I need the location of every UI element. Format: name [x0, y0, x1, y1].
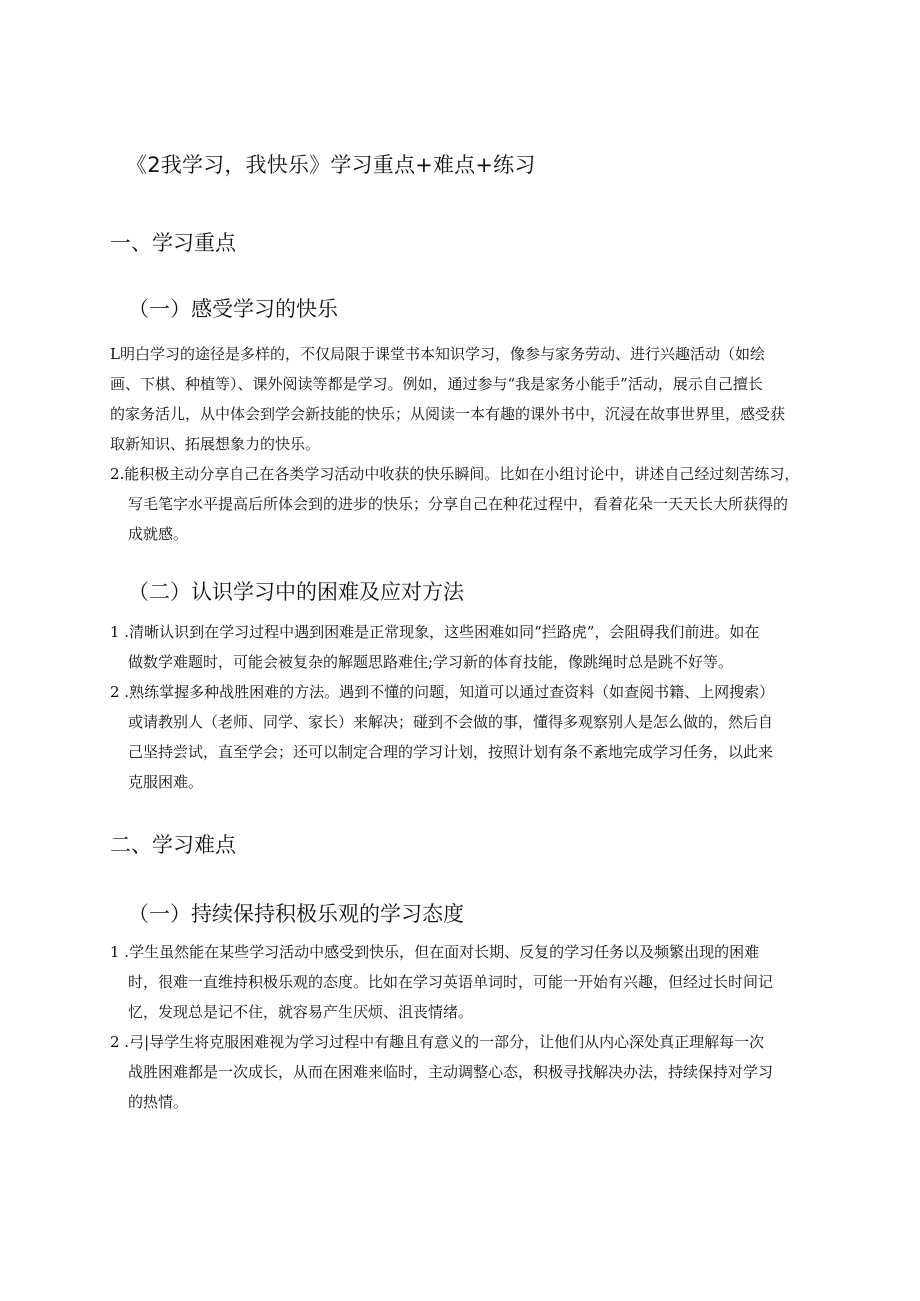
paragraph-line: 2 .熟练掌握多种战胜困难的方法。遇到不懂的问题，知道可以通过查资料（如查阅书籍、上网搜索）: [110, 683, 775, 701]
paragraph-line: 克服困难。: [128, 773, 204, 791]
paragraph-line: 时，很难一直维持积极乐观的态度。比如在学习英语单词时，可能一开始有兴趣，但经过长时间记: [128, 973, 774, 991]
paragraph-line: 取新知识、拓展想象力的快乐。: [110, 435, 321, 453]
subsection-heading-feel-joy: （一）感受学习的快乐: [128, 297, 338, 321]
paragraph-line: 战胜困难都是一次成长，从而在困难来临时，主动调整心态，积极寻找解决办法，持续保持对学习: [128, 1063, 774, 1081]
paragraph-line: L明白学习的途径是多样的，不仅局限于课堂书本知识学习，像参与家务劳动、进行兴趣活动（如绘: [110, 345, 765, 363]
section-heading-key-points: 一、学习重点: [110, 231, 236, 255]
section-heading-difficult-points: 二、学习难点: [110, 833, 236, 857]
paragraph-line: 的热情。: [128, 1093, 189, 1111]
paragraph-line: 2 .弓|导学生将克服困难视为学习过程中有趣且有意义的一部分，让他们从内心深处真正理解每一次: [110, 1033, 765, 1051]
paragraph-line: 1 .学生虽然能在某些学习活动中感受到快乐，但在面对长期、反复的学习任务以及频繁出现的困难: [110, 943, 760, 961]
paragraph-line: 画、下棋、种植等）、课外阅读等都是学习。例如，通过参与“我是家务小能手”活动，展示自己擅长: [110, 375, 763, 393]
paragraph-line: 或请教别人（老师、同学、家长）来解决；碰到不会做的事，懂得多观察别人是怎么做的，然后自: [128, 713, 774, 731]
paragraph-line: 成就感。: [128, 525, 189, 543]
paragraph-item: [110, 339, 812, 459]
paragraph-item: [110, 1027, 812, 1117]
paragraph-line: 1 .清晰认识到在学习过程中遇到困难是正常现象，这些困难如同“拦路虎”，会阻碍我们前进。如在: [110, 623, 760, 641]
paragraph-line: 2.能积极主动分享自己在各类学习活动中收获的快乐瞬间。比如在小组讨论中，讲述自己经过刻苦练习，: [110, 465, 800, 483]
paragraph-line: 的家务活儿，从中体会到学会新技能的快乐；从阅读一本有趣的课外书中，沉浸在故事世界里，感受获: [110, 405, 786, 423]
paragraph-line: 做数学难题时，可能会被复杂的解题思路难住;学习新的体育技能，像跳绳时总是跳不好等。: [128, 653, 734, 671]
paragraph-line: 己坚持尝试，直至学会；还可以制定合理的学习计划，按照计划有条不紊地完成学习任务，以此来: [128, 743, 774, 761]
subsection-heading-positive-attitude: （一）持续保持积极乐观的学习态度: [128, 902, 464, 926]
paragraph-line: 写毛笔字水平提高后所体会到的进步的快乐；分享自己在种花过程中，看着花朵一天天长大所获得的: [128, 495, 789, 513]
paragraph-item: [110, 617, 812, 677]
paragraph-item: [110, 937, 812, 1027]
document-title: 《2我学习，我快乐》学习重点+难点+练习: [126, 153, 536, 177]
paragraph-item: [110, 459, 812, 549]
subsection-heading-difficulties: （二）认识学习中的困难及应对方法: [128, 580, 464, 604]
paragraph-line: 忆，发现总是记不住，就容易产生厌烦、沮丧情绪。: [128, 1003, 474, 1021]
paragraph-item: [110, 677, 812, 797]
